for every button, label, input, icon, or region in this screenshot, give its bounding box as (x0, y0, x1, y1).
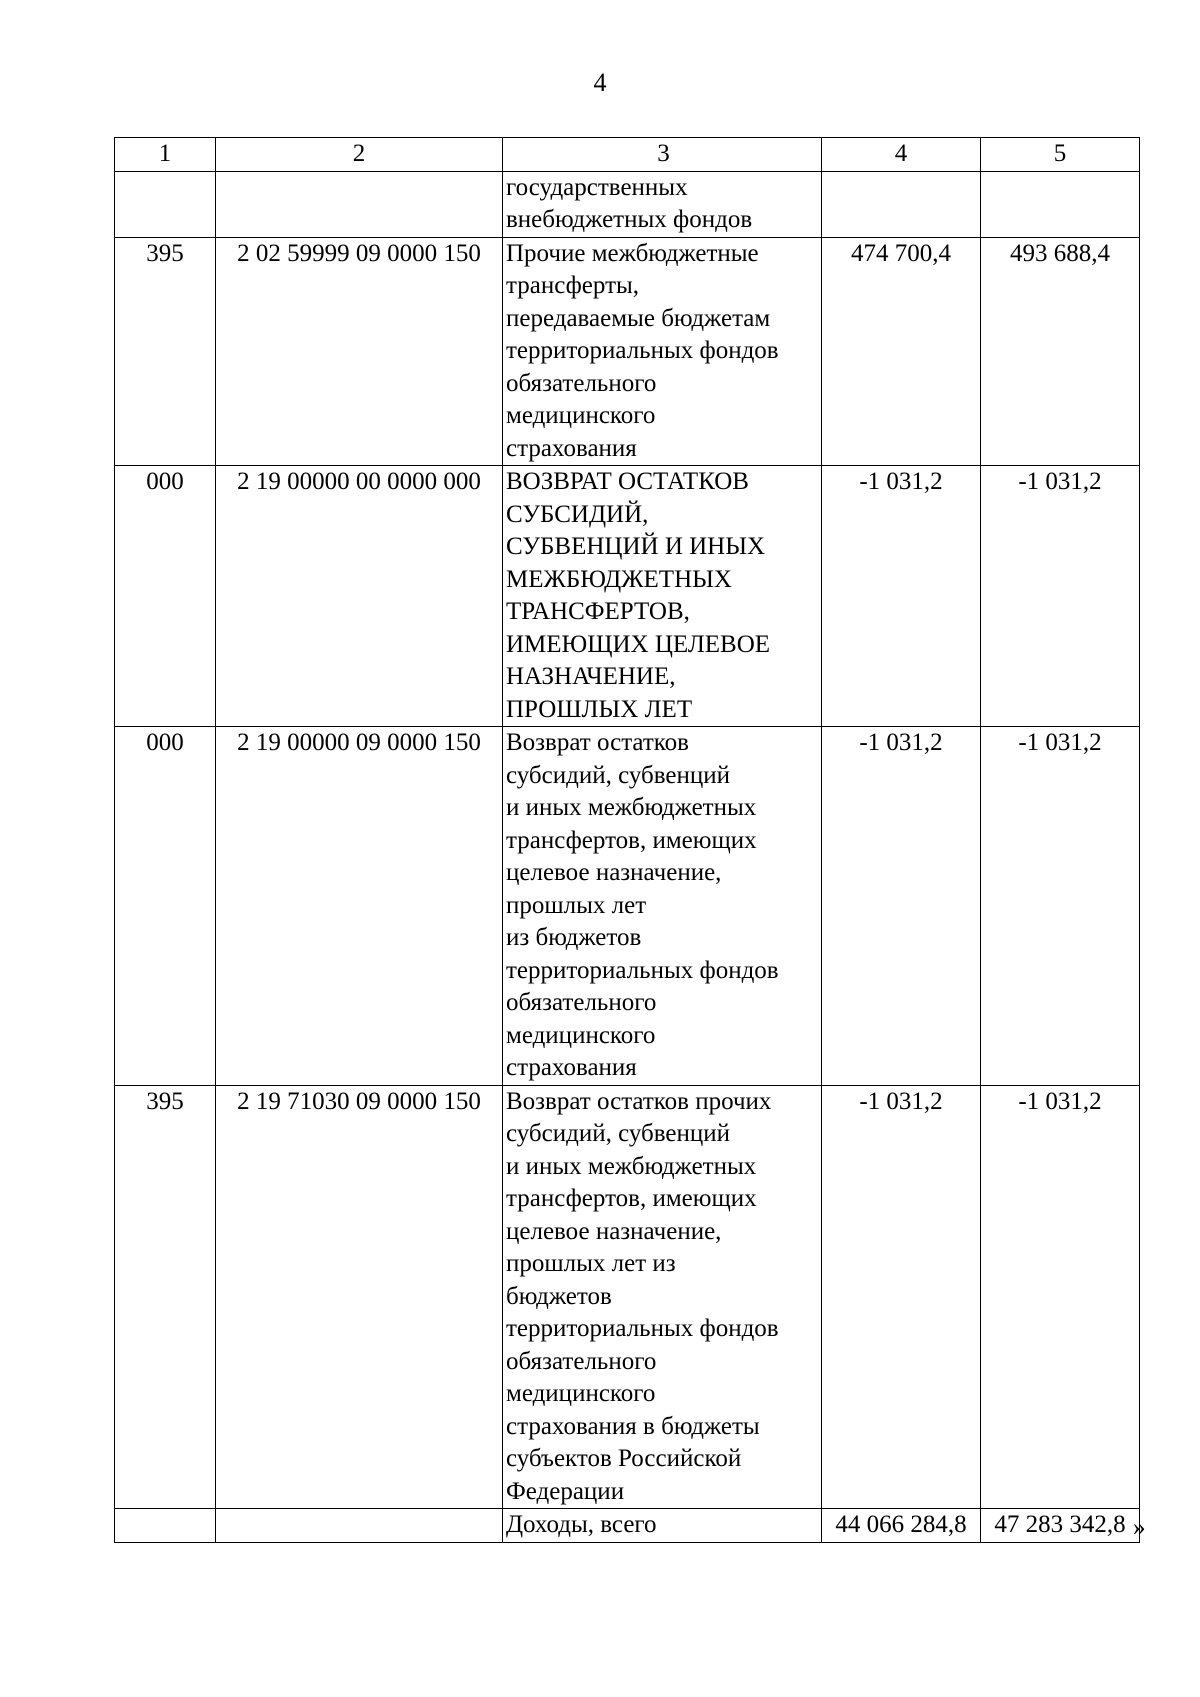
description-line: территориальных фондов (506, 337, 779, 364)
amount-year-2-cell: -1 031,2 (981, 1085, 1140, 1509)
description-line: СУБВЕНЦИЙ И ИНЫХ (506, 533, 766, 560)
admin-code-cell: 395 (115, 1085, 216, 1509)
description-line: прошлых лет (506, 891, 647, 919)
table-row (115, 237, 1140, 466)
amount-year-2-cell: 47 283 342,8 (981, 1509, 1140, 1543)
amount-year-2-cell: -1 031,2 (981, 727, 1140, 1086)
description-line: Прочие межбюджетные (506, 239, 759, 267)
description-cell (503, 1509, 822, 1543)
description-line: внебюджетных фондов (506, 206, 753, 233)
description-line: субсидий, субвенций (506, 1120, 731, 1147)
amount-year-1-cell: -1 031,2 (822, 466, 981, 727)
revenue-code-cell (216, 1509, 503, 1543)
description-line: государственных (506, 173, 688, 201)
table-row (115, 466, 1140, 727)
description-line: передаваемые бюджетам (506, 304, 771, 332)
description-cell (503, 171, 822, 237)
description-line: страхования в бюджеты (506, 1412, 760, 1440)
description-line: целевое назначение, (506, 1217, 722, 1245)
description-line: субсидий, субвенций (506, 761, 731, 789)
description-line: трансферты, (506, 272, 640, 299)
description-line: и иных межбюджетных (506, 794, 757, 821)
description-line: медицинского (506, 1021, 656, 1049)
amount-year-1-cell: -1 031,2 (822, 727, 981, 1086)
description-line: НАЗНАЧЕНИЕ, (506, 663, 676, 690)
revenue-code-cell: 2 02 59999 09 0000 150 (216, 237, 503, 466)
closing-quote: » (1133, 1514, 1146, 1541)
admin-code-cell (115, 1509, 216, 1543)
column-header-2: 2 (216, 138, 503, 172)
description-line: из бюджетов (506, 924, 642, 951)
description-cell (503, 237, 822, 466)
amount-year-2-cell: -1 031,2 (981, 466, 1140, 727)
description-line: Возврат остатков (506, 729, 689, 756)
table-row (115, 1509, 1140, 1543)
table-row (115, 1085, 1140, 1509)
description-cell (503, 1085, 822, 1509)
description-line: территориальных фондов (506, 1315, 779, 1342)
description-line: Возврат остатков прочих (506, 1087, 772, 1115)
description-line: ВОЗВРАТ ОСТАТКОВ (506, 468, 749, 495)
description-cell (503, 466, 822, 727)
revenue-code-cell: 2 19 71030 09 0000 150 (216, 1085, 503, 1509)
admin-code-cell: 000 (115, 466, 216, 727)
column-header-5: 5 (981, 138, 1140, 172)
description-line: прошлых лет из (506, 1250, 676, 1277)
description-line: обязательного (506, 1347, 657, 1375)
amount-year-1-cell: 474 700,4 (822, 237, 981, 466)
table-row (115, 727, 1140, 1086)
column-header-4: 4 (822, 138, 981, 172)
description-line: обязательного (506, 369, 657, 397)
description-line: обязательного (506, 989, 657, 1016)
description-line: МЕЖБЮДЖЕТНЫХ (506, 565, 732, 593)
description-line: страхования (506, 1054, 637, 1081)
amount-year-1-cell: -1 031,2 (822, 1085, 981, 1509)
amount-year-1-cell (822, 171, 981, 237)
amount-year-2-cell (981, 171, 1140, 237)
admin-code-cell (115, 171, 216, 237)
description-line: ТРАНСФЕРТОВ, (506, 598, 690, 625)
description-line: целевое назначение, (506, 859, 722, 886)
amount-year-2-cell: 493 688,4 (981, 237, 1140, 466)
column-header-1: 1 (115, 138, 216, 172)
description-line: трансфертов, имеющих (506, 826, 757, 854)
revenue-code-cell: 2 19 00000 00 0000 000 (216, 466, 503, 727)
admin-code-cell: 395 (115, 237, 216, 466)
admin-code-cell: 000 (115, 727, 216, 1086)
description-line: и иных межбюджетных (506, 1152, 757, 1180)
description-line: медицинского (506, 1380, 656, 1407)
description-line: Федерации (506, 1477, 625, 1505)
description-line: субъектов Российской (506, 1445, 742, 1472)
description-cell (503, 727, 822, 1086)
revenue-code-cell: 2 19 00000 09 0000 150 (216, 727, 503, 1086)
description-line: Доходы, всего (506, 1511, 657, 1538)
table-header-row (115, 138, 1140, 172)
description-line: трансфертов, имеющих (506, 1185, 757, 1212)
description-line: бюджетов (506, 1282, 612, 1310)
page-number: 4 (593, 68, 607, 97)
description-line: территориальных фондов (506, 956, 779, 984)
revenue-table (114, 137, 1140, 1543)
description-line: медицинского (506, 402, 656, 429)
revenue-code-cell (216, 171, 503, 237)
column-header-3: 3 (503, 138, 822, 172)
amount-year-1-cell: 44 066 284,8 (822, 1509, 981, 1543)
description-line: СУБСИДИЙ, (506, 500, 649, 528)
table-row (115, 171, 1140, 237)
description-line: страхования (506, 434, 637, 462)
description-line: ПРОШЛЫХ ЛЕТ (506, 695, 693, 723)
description-line: ИМЕЮЩИХ ЦЕЛЕВОЕ (506, 630, 771, 658)
